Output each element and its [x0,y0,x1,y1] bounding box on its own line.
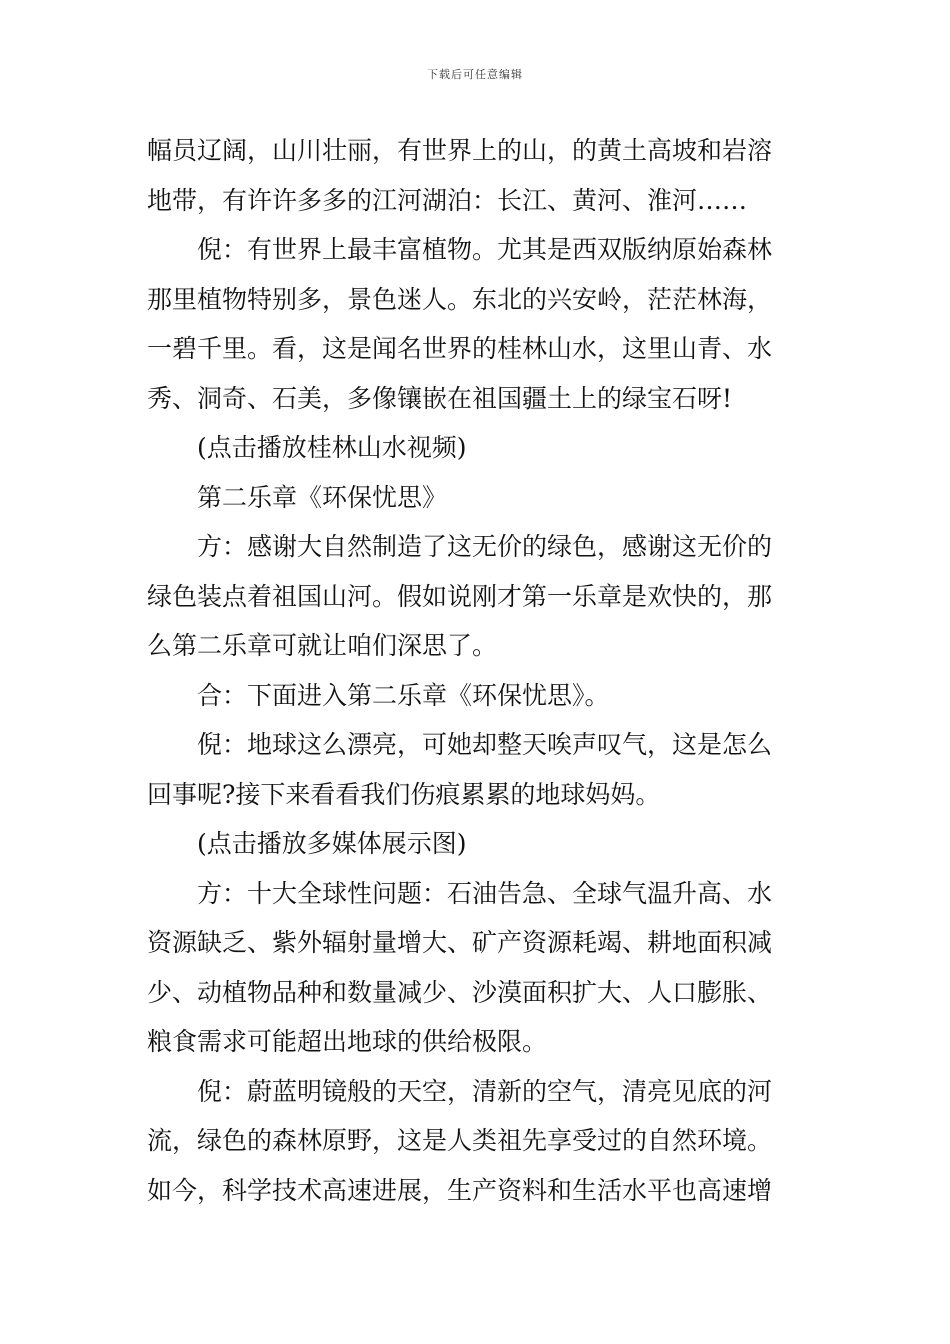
text-line: 流，绿色的森林原野，这是人类祖先享受过的自然环境。 [147,1126,773,1155]
text-line: 一碧千里。看，这是闻名世界的桂林山水，这里山青、水 [147,334,773,363]
text-line: 倪：蔚蓝明镜般的天空，清新的空气，清亮见底的河 [197,1076,773,1106]
text-line: 绿色装点着祖国山河。假如说刚才第一乐章是欢快的，那 [147,581,773,611]
text-line: 如今，科学技术高速进展，生产资料和生活水平也高速增 [147,1175,773,1205]
text-line: 粮食需求可能超出地球的供给极限。 [147,1027,548,1056]
text-line: 倪：有世界上最丰富植物。尤其是西双版纳原始森林 [197,235,773,264]
page-header: 下载后可任意编辑 [427,68,523,81]
text-line: 地带，有许许多多的江河湖泊：长江、黄河、淮河…… [147,185,748,215]
document-body [147,126,809,1215]
text-line: 少、动植物品种和数量减少、沙漠面积扩大、人口膨胀、 [147,977,773,1007]
text-line: 方：感谢大自然制造了这无价的绿色，感谢这无价的 [197,532,773,561]
text-line: 倪：地球这么漂亮，可她却整天唉声叹气，这是怎么 [197,730,773,759]
text-line: 第二乐章《环保忧思》 [197,482,448,512]
text-line: 那里植物特别多，景色迷人。东北的兴安岭，茫茫林海， [147,284,773,314]
text-line: 合：下面进入第二乐章《环保忧思》。 [197,680,610,710]
text-line: 秀、洞奇、石美，多像镶嵌在祖国疆土上的绿宝石呀! [147,383,733,413]
text-line: 回事呢?接下来看看我们伤痕累累的地球妈妈。 [147,779,661,809]
text-line: 方：十大全球性问题：石油告急、全球气温升高、水 [197,878,773,908]
text-line: (点击播放桂林山水视频) [197,433,467,462]
text-line: 幅员辽阔，山川壮丽，有世界上的山，的黄土高坡和岩溶 [147,136,773,165]
text-line: (点击播放多媒体展示图) [197,829,467,858]
text-line: 么第二乐章可就让咱们深思了。 [147,631,498,660]
text-line: 资源缺乏、紫外辐射量增大、矿产资源耗竭、耕地面积减 [147,928,773,957]
